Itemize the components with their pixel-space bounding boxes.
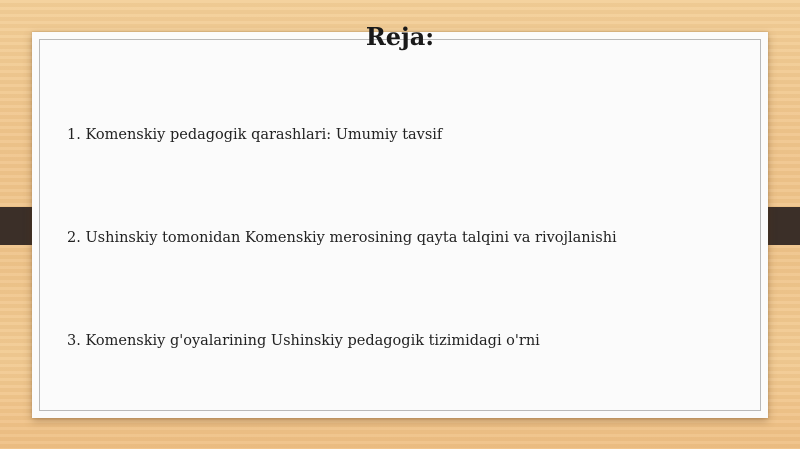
slide-panel [32,32,768,418]
slide-inner-border [39,39,761,411]
plan-item-3: 3. Komenskiy g'oyalarining Ushinskiy pedagogik tizimidagi o'rni [67,333,540,349]
plan-item-2: 2. Ushinskiy tomonidan Komenskiy merosining qayta talqini va rivojlanishi [67,230,617,246]
plan-item-1: 1. Komenskiy pedagogik qarashlari: Umumiy tavsif [67,127,443,143]
slide-title: Reja: [365,22,435,51]
